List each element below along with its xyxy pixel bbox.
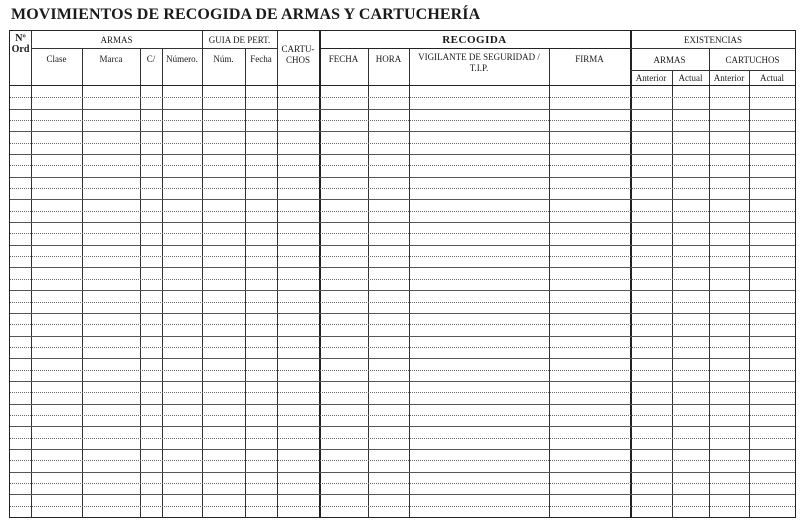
table-row [10,131,795,132]
row-guide-line [10,302,795,303]
col-divider [709,48,710,517]
group-header-armas: ARMAS [100,35,133,45]
col-divider [202,31,203,517]
col-header-firma: FIRMA [575,54,604,64]
group-header-existencias: EXISTENCIAS [684,35,742,45]
col-header-c: C/ [146,54,156,64]
header-rule [319,48,630,49]
header-rule [630,48,796,49]
row-guide-line [10,165,795,166]
row-guide-line [10,506,795,507]
group-header-guia: GUIA DE PERT. [208,35,271,45]
subgroup-header-armas: ARMAS [653,55,686,65]
col-header-cartuchos-actual: Actual [760,73,784,83]
col-header-armas-actual: Actual [678,73,703,83]
row-guide-line [10,279,795,280]
header-rule [31,48,202,49]
row-guide-line [10,256,795,257]
subgroup-header-cartuchos: CARTUCHOS [725,55,780,65]
row-guide-line [10,460,795,461]
col-header-clase: Clase [46,54,67,64]
table-row [10,381,795,382]
table-row [10,177,795,178]
table-row [10,313,795,314]
col-header-fecha-guia: Fecha [250,54,272,64]
table-row [10,109,795,110]
table-row [10,336,795,337]
col-divider [245,48,246,517]
col-divider [409,48,410,517]
row-guide-line [10,120,795,121]
header-rule [202,48,277,49]
table-row [10,404,795,405]
col-header-vigilante-line1: VIGILANTE DE SEGURIDAD / [418,52,540,62]
register-table [9,30,796,518]
row-guide-line [10,188,795,189]
table-row [10,426,795,427]
col-header-vigilante [409,52,549,74]
col-header-cartuchos-anterior: Anterior [713,73,745,83]
col-divider [82,48,83,517]
header-rule [10,85,795,86]
table-row [10,245,795,246]
col-header-fecha: FECHA [328,54,359,64]
row-guide-line [10,97,795,98]
col-header-hora: HORA [375,54,402,64]
col-header-num: Núm. [213,54,234,64]
col-header-cartuchos [277,44,319,66]
col-header-cartuchos-line2: CHOS [285,55,310,65]
col-divider [31,31,32,517]
col-header-vigilante-line2: T.I.P. [469,63,489,73]
table-row [10,358,795,359]
table-row [10,449,795,450]
header-rule [630,70,796,71]
table-row [10,222,795,223]
col-header-marca: Marca [99,54,123,64]
col-divider [319,31,321,517]
table-row [10,494,795,495]
row-guide-line [10,483,795,484]
table-row [10,199,795,200]
table-row [10,472,795,473]
row-guide-line [10,415,795,416]
page-title: MOVIMIENTOS DE RECOGIDA DE ARMAS Y CARTUCHERÍA [11,6,481,23]
col-divider [140,48,141,517]
col-header-nro-line1: Nº [15,33,26,44]
row-guide-line [10,438,795,439]
col-divider [630,31,632,517]
row-guide-line [10,211,795,212]
col-header-nro-line2: Ord [11,44,30,55]
table-row [10,267,795,268]
table-row [10,290,795,291]
row-guide-line [10,392,795,393]
col-header-cartuchos-line1: CARTU- [281,44,315,54]
group-header-recogida: RECOGIDA [442,34,507,46]
row-guide-line [10,347,795,348]
row-guide-line [10,370,795,371]
row-guide-line [10,324,795,325]
col-divider [549,48,550,517]
row-guide-line [10,233,795,234]
col-divider [277,31,278,517]
col-divider [162,48,163,517]
col-header-armas-anterior: Anterior [635,73,667,83]
table-row [10,154,795,155]
col-divider [368,48,369,517]
col-header-numero: Número. [166,54,198,64]
row-guide-line [10,143,795,144]
col-header-nro [10,33,31,55]
